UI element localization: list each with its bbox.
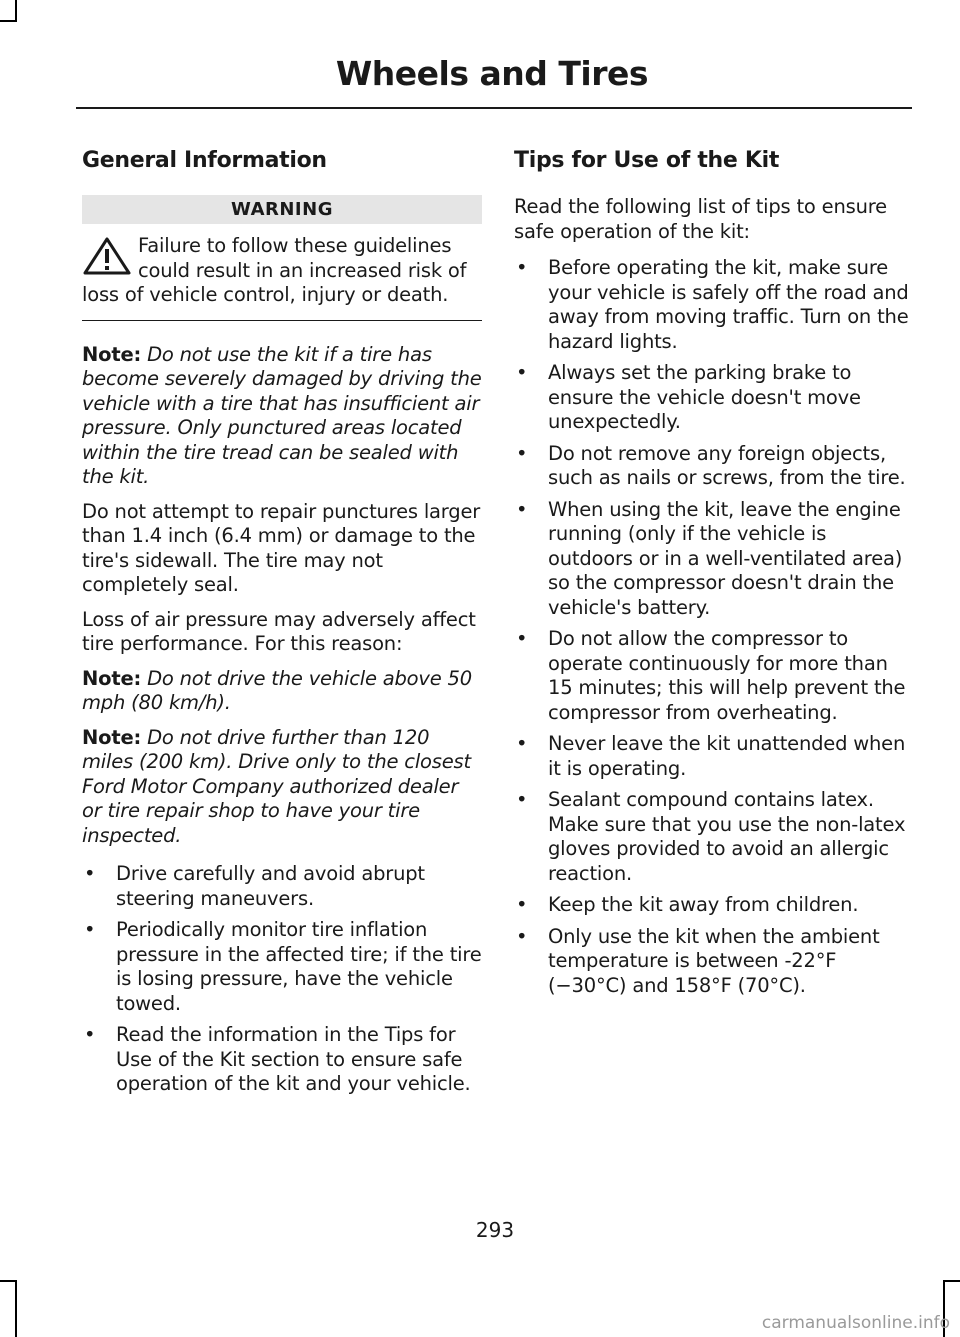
right-column [514,148,909,1005]
note-text: Do not use the kit if a tire has become severely damaged by driving the vehicle with a tire that has insufficient air pressure. Only punctured areas located within the tire tread can be sealed with the kit. [82,342,482,488]
note-label: Note: [82,666,142,690]
note-label: Note: [82,342,142,366]
bullet-icon: • [84,918,96,941]
bullet-icon: • [516,924,528,948]
intro-paragraph: Read the following list of tips to ensure safe operation of the kit: [514,195,887,243]
list-item: • Read the information in the Tips for Use of the Kit section to ensure safe operation of the kit and your vehicle. [84,1023,471,1095]
crop-mark [0,1280,17,1282]
bullet-icon: • [84,862,96,885]
bullet-list [82,862,482,1097]
list-item: • Before operating the kit, make sure your vehicle is safely off the road and away from moving traffic. Turn on the hazard lights. [516,256,909,353]
note-text: Do not drive further than 120 miles (200 km). Drive only to the closest Ford Motor Company authorized dealer or tire repair shop to have your tire inspected. [82,725,471,847]
list-item: • Keep the kit away from children. [516,893,859,916]
crop-mark [0,20,17,22]
warning-text: Failure to follow these guidelines could result in an increased risk of loss of vehicle control, injury or death. [82,234,467,306]
list-item: • Sealant compound contains latex. Make sure that you use the non-latex gloves provided to avoid an allergic reaction. [516,788,906,885]
list-item: • Do not allow the compressor to operate continuously for more than 15 minutes; this will help prevent the compressor from overheating. [516,627,906,724]
warning-label: WARNING [82,195,482,224]
bullet-icon: • [516,732,528,755]
header-divider [76,107,912,109]
bullet-icon: • [516,497,528,521]
crop-mark [15,1280,17,1337]
section-heading-tips: Tips for Use of the Kit [514,148,780,173]
note-paragraph [82,343,482,490]
list-item: • Do not remove any foreign objects, such as nails or screws, from the tire. [516,441,906,489]
bullet-icon: • [84,1023,96,1046]
list-item: • When using the kit, leave the engine running (only if the vehicle is outdoors or in a well-ventilated area) so the compressor doesn't drain the vehicle's battery. [516,497,903,619]
bullet-icon: • [516,893,528,916]
list-item: • Drive carefully and avoid abrupt steering maneuvers. [84,862,425,910]
bullet-icon: • [516,627,528,650]
note-paragraph [82,726,482,849]
note-label: Note: [82,725,142,749]
list-item: • Periodically monitor tire inflation pressure in the affected tire; if the tire is losing pressure, have the vehicle towed. [84,918,482,1015]
bullet-icon: • [516,788,528,811]
note-paragraph [82,667,482,716]
page-number: 293 [475,1218,515,1242]
warning-box [82,234,482,321]
list-item: • Always set the parking brake to ensure the vehicle doesn't move unexpectedly. [516,361,861,433]
crop-mark [943,1280,960,1282]
watermark-link[interactable]: carmanualsonline.info [761,1313,950,1333]
left-column [82,148,482,1104]
list-item: • Never leave the kit unattended when it is operating. [516,732,906,780]
warning-triangle-icon [82,236,132,276]
crop-mark [15,0,17,20]
list-item: • Only use the kit when the ambient temperature is between -22°F (−30°C) and 158°F (70°C). [516,924,880,997]
section-heading-general-information: General Information [82,148,327,173]
note-text: Do not drive the vehicle above 50 mph (80 km/h). [82,666,472,714]
body-paragraph: Loss of air pressure may adversely affect tire performance. For this reason: [82,607,476,655]
bullet-icon: • [516,441,528,465]
page-title: Wheels and Tires [335,54,648,93]
bullet-icon: • [516,361,528,384]
bullet-list [514,256,909,998]
body-paragraph: Do not attempt to repair punctures larger than 1.4 inch (6.4 mm) or damage to the tire's sidewall. The tire may not completely seal. [82,499,481,596]
bullet-icon: • [516,256,528,279]
